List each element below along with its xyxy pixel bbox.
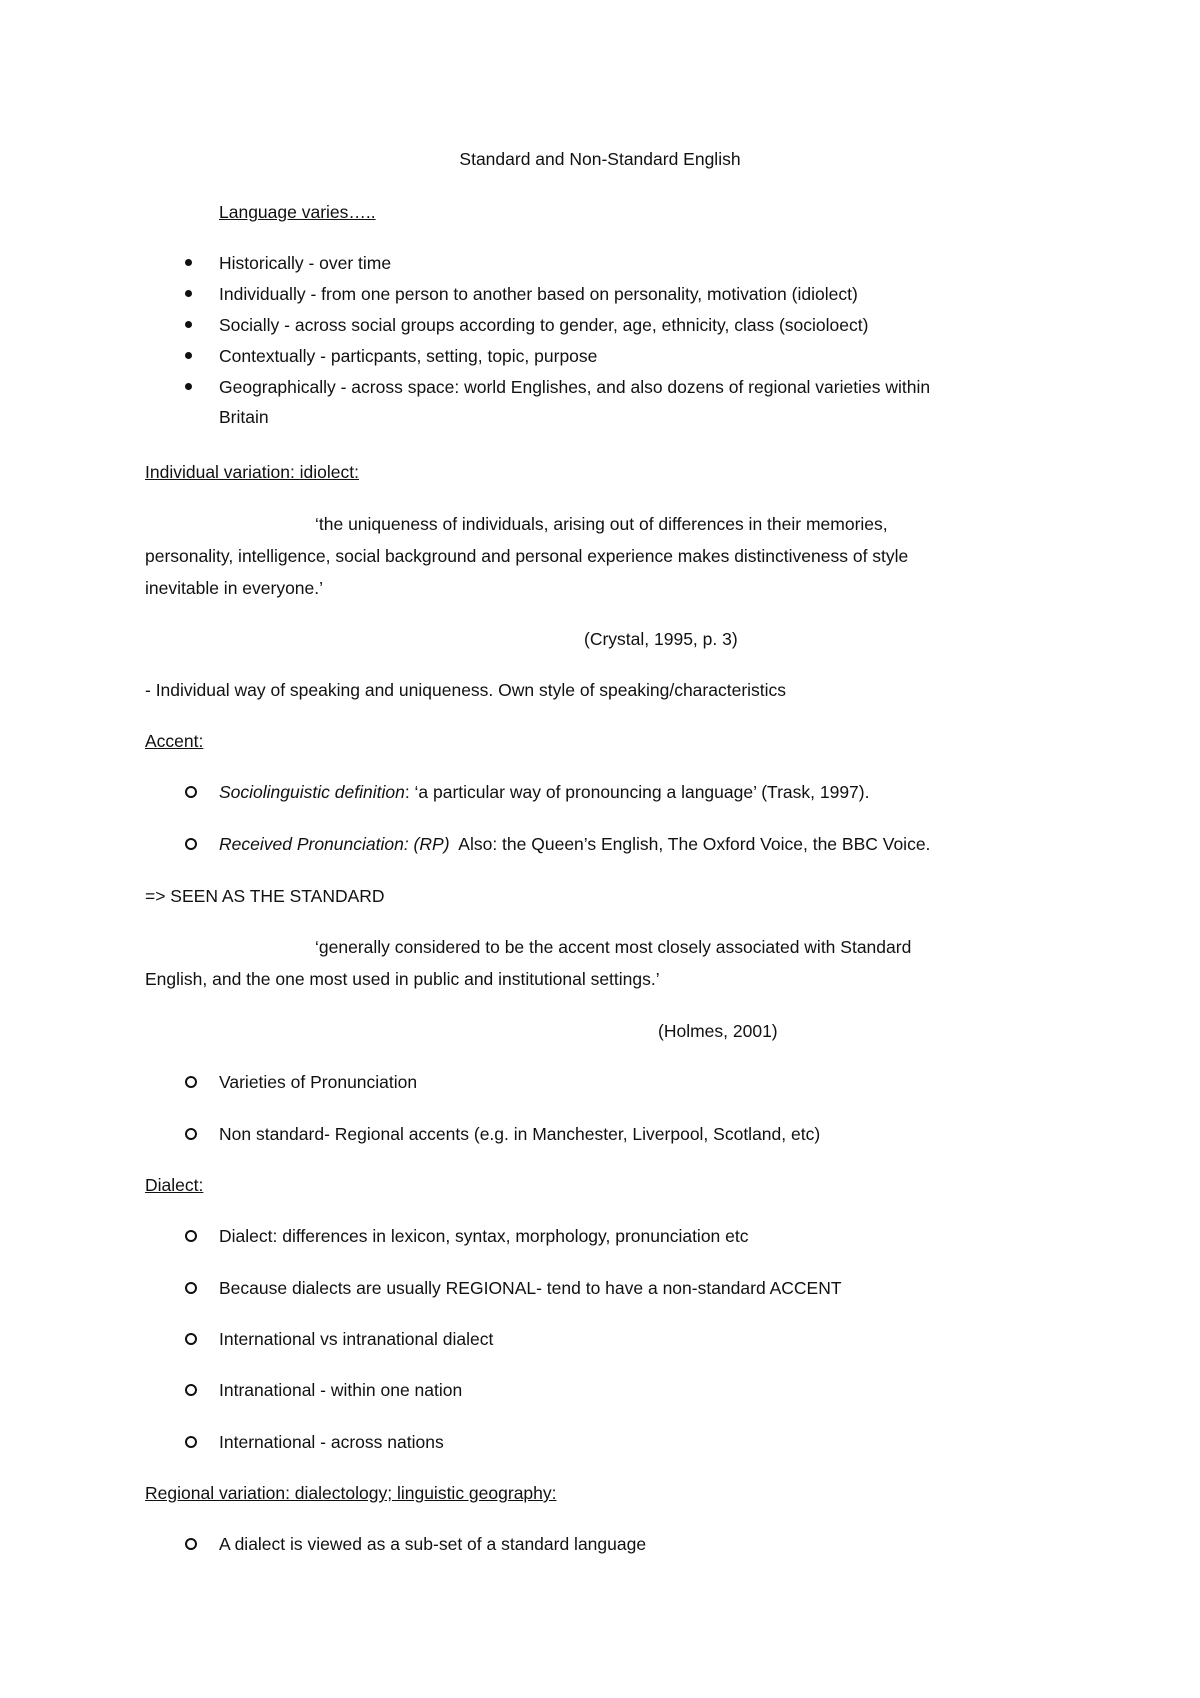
page-title: Standard and Non-Standard English <box>459 149 741 169</box>
dialect-list-item: Dialect: differences in lexicon, syntax, morphology, pronunciation etc <box>219 1226 749 1246</box>
accent-heading: Accent: <box>145 731 204 751</box>
idiolect-quote-line: ‘the uniqueness of individuals, arising out of differences in their memories, <box>315 514 888 534</box>
accent-item <box>219 833 930 855</box>
regional-list-item: A dialect is viewed as a sub-set of a standard language <box>219 1534 647 1554</box>
list-item: Geographically - across space: world Englishes, and also dozens of regional varieties within <box>219 377 931 397</box>
list-item-continuation: Britain <box>219 407 269 427</box>
idiolect-quote-line: inevitable in everyone.’ <box>145 578 324 598</box>
list-item: Contextually - particpants, setting, topic, purpose <box>219 346 598 366</box>
bullet-dot-icon <box>185 352 192 359</box>
accent-list-item: Non standard- Regional accents (e.g. in Manchester, Liverpool, Scotland, etc) <box>219 1124 821 1144</box>
dialect-list-item: International - across nations <box>219 1432 444 1452</box>
bullet-ring-icon <box>185 1128 197 1140</box>
dialect-list-item: Because dialects are usually REGIONAL- tend to have a non-standard ACCENT <box>219 1278 842 1298</box>
idiolect-citation: (Crystal, 1995, p. 3) <box>584 629 738 649</box>
accent-quote-line: ‘generally considered to be the accent most closely associated with Standard <box>315 937 912 957</box>
dialect-list-item: Intranational - within one nation <box>219 1380 463 1400</box>
regional-heading: Regional variation: dialectology; linguistic geography: <box>145 1483 557 1503</box>
list-item: Socially - across social groups according to gender, age, ethnicity, class (socioloect) <box>219 315 869 335</box>
bullet-ring-icon <box>185 1076 197 1088</box>
bullet-ring-icon <box>185 1538 197 1550</box>
accent-quote-line: English, and the one most used in public and institutional settings.’ <box>145 969 660 989</box>
bullet-ring-icon <box>185 838 197 850</box>
bullet-dot-icon <box>185 259 192 266</box>
bullet-ring-icon <box>185 1282 197 1294</box>
bullet-ring-icon <box>185 1230 197 1242</box>
bullet-ring-icon <box>185 786 197 798</box>
bullet-ring-icon <box>185 1384 197 1396</box>
dialect-list-item: International vs intranational dialect <box>219 1329 494 1349</box>
accent-item-text: Also: the Queen’s English, The Oxford Voice, the BBC Voice. <box>449 834 931 854</box>
idiolect-note: - Individual way of speaking and uniqueness. Own style of speaking/characteristics <box>145 680 787 700</box>
accent-list-item: Varieties of Pronunciation <box>219 1072 418 1092</box>
idiolect-quote-line: personality, intelligence, social background and personal experience makes distinctiveness of style <box>145 546 909 566</box>
accent-item-term: Sociolinguistic definition <box>219 782 405 802</box>
accent-item-term: Received Pronunciation: (RP) <box>219 834 450 854</box>
bullet-dot-icon <box>185 383 192 390</box>
idiolect-heading: Individual variation: idiolect: <box>145 462 360 482</box>
accent-item-text: : ‘a particular way of pronouncing a language’ (Trask, 1997). <box>404 782 870 802</box>
bullet-ring-icon <box>185 1436 197 1448</box>
intro-heading: Language varies….. <box>219 202 376 222</box>
bullet-dot-icon <box>185 290 192 297</box>
standard-note: => SEEN AS THE STANDARD <box>145 886 385 906</box>
list-item: Individually - from one person to another based on personality, motivation (idiolect) <box>219 284 858 304</box>
accent-item <box>219 781 869 803</box>
bullet-dot-icon <box>185 321 192 328</box>
accent-citation: (Holmes, 2001) <box>658 1021 778 1041</box>
list-item: Historically - over time <box>219 253 392 273</box>
dialect-heading: Dialect: <box>145 1175 204 1195</box>
bullet-ring-icon <box>185 1333 197 1345</box>
